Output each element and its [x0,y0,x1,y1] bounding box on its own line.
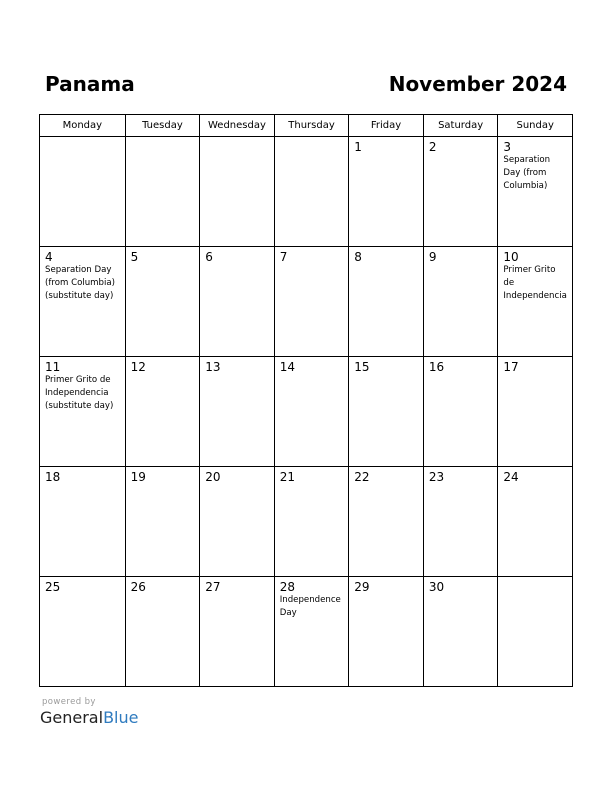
day-cell [40,357,126,467]
day-cell [200,357,275,467]
day-number: 13 [205,360,221,374]
day-cell [40,467,126,577]
day-number: 18 [45,470,61,484]
day-cell [423,357,498,467]
day-cell [498,577,573,687]
day-number: 15 [354,360,370,374]
calendar-grid [39,114,573,687]
day-cell [498,247,573,357]
day-number: 30 [428,580,445,594]
day-number: 22 [354,470,370,484]
day-cell [274,577,349,687]
day-number: 3 [503,140,512,154]
day-cell [274,247,349,357]
day-number: 7 [279,250,288,264]
day-cell [349,247,424,357]
day-cell [423,577,498,687]
day-cell [349,357,424,467]
day-number: 6 [205,250,213,264]
day-cell [40,577,126,687]
weekday-header-row [40,115,573,137]
brand-logo-blue: Blue [103,708,139,727]
day-cell [200,467,275,577]
day-number: 21 [279,470,296,484]
holiday-label: Primer Grito de Independencia [503,265,567,301]
day-number: 9 [428,250,437,264]
weekday-header: Sunday [498,115,573,137]
day-number: 23 [428,470,445,484]
holiday-label: Separation Day (from Columbia) [503,155,551,191]
month-year-title: November 2024 [388,72,567,96]
day-cell [498,137,573,247]
day-cell [125,137,200,247]
day-cell [423,137,498,247]
weekday-header: Monday [40,115,126,137]
weekday-header: Thursday [274,115,349,137]
day-cell [200,247,275,357]
day-number: 11 [45,360,61,374]
day-cell [498,357,573,467]
day-number: 1 [354,140,362,154]
day-cell [125,577,200,687]
day-number: 5 [130,250,139,264]
day-number: 24 [503,470,519,484]
day-cell [200,577,275,687]
day-cell [40,137,126,247]
day-number: 29 [354,580,370,594]
day-cell [274,467,349,577]
holiday-label: Primer Grito de Independencia (substitute day) [45,375,114,411]
weekday-header: Wednesday [200,115,275,137]
day-cell [498,467,573,577]
day-cell [125,357,200,467]
holiday-label: Independence Day [279,595,341,618]
day-number: 8 [354,250,362,264]
day-number: 25 [45,580,61,594]
weekday-header: Friday [349,115,424,137]
day-cell [125,247,200,357]
day-cell [125,467,200,577]
day-number: 14 [279,360,296,374]
country-title: Panama [45,72,135,96]
week-row [40,577,573,687]
week-row [40,247,573,357]
day-number: 19 [130,470,146,484]
day-cell [349,577,424,687]
weekday-header: Saturday [423,115,498,137]
day-number: 20 [205,470,221,484]
day-cell [200,137,275,247]
day-number: 28 [279,580,296,594]
brand-logo-general: General [40,708,104,727]
weekday-header: Tuesday [125,115,200,137]
day-cell [423,467,498,577]
day-number: 26 [130,580,146,594]
day-number: 17 [503,360,519,374]
day-cell [40,247,126,357]
week-row [40,467,573,577]
brand-logo [40,708,138,728]
day-number: 2 [428,140,437,154]
day-cell [349,467,424,577]
day-cell [349,137,424,247]
day-number: 12 [130,360,146,374]
day-number: 4 [45,250,53,264]
holiday-label: Separation Day (from Columbia) (substitute day) [45,265,116,301]
powered-by-text: powered by [42,697,96,707]
day-cell [274,357,349,467]
day-number: 10 [503,250,519,264]
week-row [40,137,573,247]
week-row [40,357,573,467]
day-number: 16 [428,360,445,374]
day-cell [274,137,349,247]
day-cell [423,247,498,357]
day-number: 27 [205,580,221,594]
